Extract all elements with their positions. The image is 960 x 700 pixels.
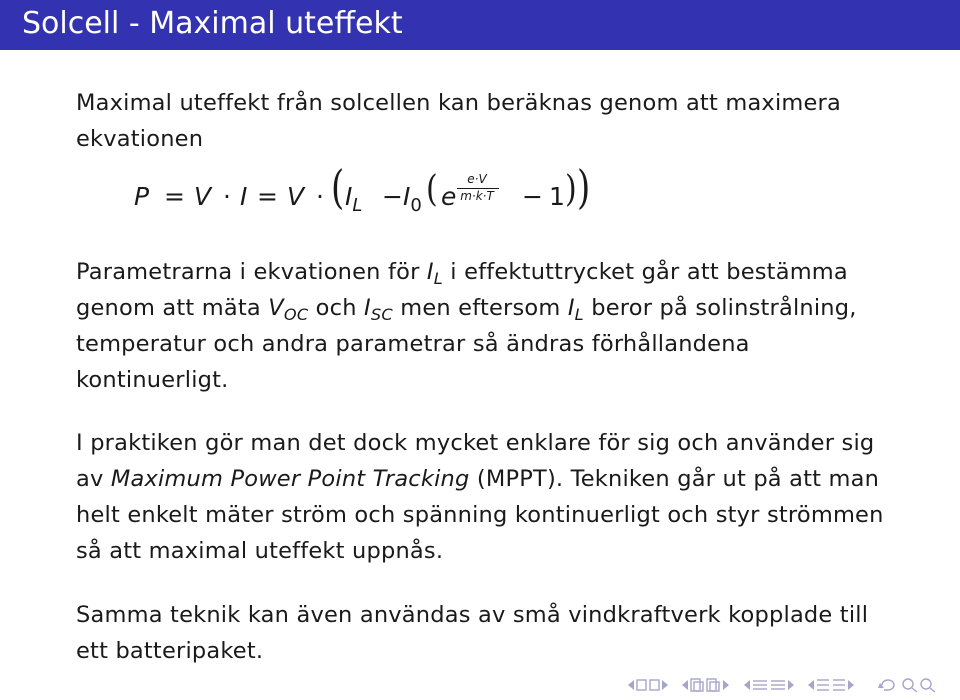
- eq-minus-2: −: [522, 182, 543, 211]
- exponent-numerator: e·V: [467, 172, 487, 186]
- eq-e: e: [441, 182, 457, 211]
- symbol-I-L: $I_L$: [426, 259, 443, 289]
- navigation-bar: [620, 676, 950, 694]
- back-icon[interactable]: [878, 680, 894, 690]
- mppt-emphasis: Maximum Power Point Tracking: [110, 466, 470, 492]
- search-icon[interactable]: [903, 679, 935, 692]
- intro-paragraph: Maximal uteffekt från solcellen kan beräknas genom att maximera ekvationen: [76, 90, 841, 152]
- inner-right-paren: ): [565, 168, 577, 211]
- title-bar: [0, 0, 960, 50]
- eq-equals-1: =: [164, 182, 185, 211]
- next-frame-icon[interactable]: [650, 680, 668, 690]
- inner-left-paren: (: [426, 168, 438, 211]
- symbol-V-OC: $V_{OC}$: [268, 295, 309, 325]
- prev-subsection-icon[interactable]: [682, 679, 703, 691]
- eq-dot-2: ·: [316, 182, 324, 211]
- eq-dot-1: ·: [223, 182, 231, 211]
- eq-I-L: $I_L$: [345, 182, 363, 216]
- next-subsection-icon[interactable]: [707, 679, 729, 691]
- prev-document-icon[interactable]: [808, 680, 829, 690]
- eq-V-1: V: [194, 182, 212, 211]
- eq-minus-1: −: [382, 182, 403, 211]
- power-equation: [134, 161, 634, 228]
- symbol-I-SC: $I_{SC}$: [364, 295, 393, 325]
- exponent-denominator: m·k·T: [460, 189, 494, 203]
- parameters-paragraph: Parametrarna i ekvationen för $I_L$ i effektuttrycket går att bestämma genom att mäta $V_{OC}$ och $I_{SC}$ men eftersom $I_L$ beror på solinstrålning, temperatur och andra parametrar så ändras förhållandena kontinuerligt.: [76, 259, 857, 393]
- prev-section-icon[interactable]: [744, 680, 767, 690]
- prev-frame-icon[interactable]: [628, 680, 646, 690]
- symbol-I-L-2: $I_L$: [567, 295, 584, 325]
- eq-P: P: [134, 182, 150, 211]
- eq-V-2: V: [287, 182, 305, 211]
- eq-one: 1: [549, 182, 565, 211]
- outer-right-paren: ): [577, 161, 591, 215]
- eq-I-0: $I_0$: [403, 182, 422, 216]
- eq-I: I: [240, 182, 248, 211]
- next-document-icon[interactable]: [833, 680, 854, 690]
- next-section-icon[interactable]: [771, 680, 794, 690]
- wind-paragraph: Samma teknik kan även användas av små vindkraftverk kopplade till ett batteripaket.: [76, 602, 869, 664]
- outer-left-paren: (: [331, 161, 345, 215]
- mppt-paragraph: I praktiken gör man det dock mycket enklare för sig och använder sig av Maximum Power Point Tracking (MPPT). Tekniken går ut på att man helt enkelt mäter ström och spänning kontinuerligt och styr strömmen så att maximal uteffekt uppnås.: [76, 430, 884, 564]
- frame-title: Solcell - Maximal uteffekt: [22, 6, 403, 41]
- eq-equals-2: =: [257, 182, 278, 211]
